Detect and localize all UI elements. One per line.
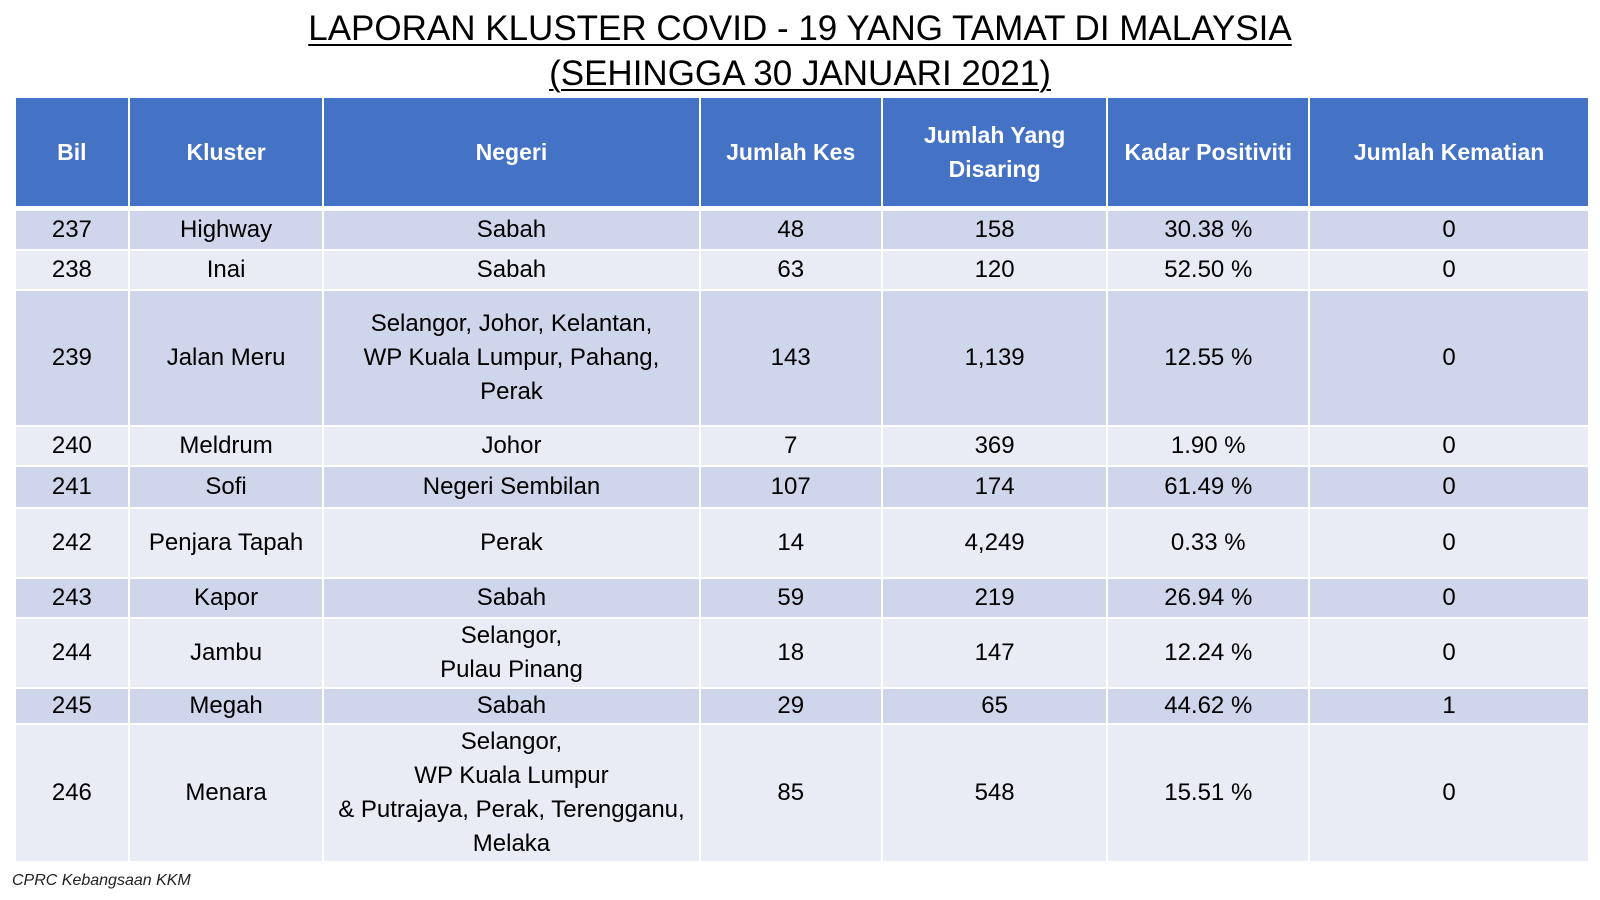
table-row — [15, 290, 1589, 426]
negeri-line: Negeri Sembilan — [422, 473, 601, 500]
cell-bil: 240 — [15, 426, 129, 466]
cell-bil: 237 — [15, 209, 129, 251]
negeri-line: & Putrajaya, Perak, Terengganu, — [338, 796, 685, 823]
cell-jumlah-disaring: 158 — [882, 209, 1107, 251]
cell-jumlah-kes: 59 — [700, 578, 882, 618]
cell-negeri — [323, 688, 699, 724]
cell-kadar-positiviti: 12.55 % — [1107, 290, 1309, 426]
cell-negeri — [323, 466, 699, 508]
negeri-line: Sabah — [476, 216, 547, 243]
header-bil: Bil — [15, 97, 129, 209]
cell-bil: 245 — [15, 688, 129, 724]
cell-bil: 244 — [15, 618, 129, 688]
report-title — [0, 6, 1600, 96]
table-row — [15, 466, 1589, 508]
cell-jumlah-disaring: 147 — [882, 618, 1107, 688]
cluster-table — [14, 96, 1590, 863]
cell-negeri — [323, 426, 699, 466]
source-credit: CPRC Kebangsaan KKM — [12, 872, 191, 889]
negeri-line: WP Kuala Lumpur — [414, 762, 609, 789]
cell-kadar-positiviti: 61.49 % — [1107, 466, 1309, 508]
cell-bil: 239 — [15, 290, 129, 426]
negeri-line: Selangor, — [460, 728, 563, 755]
cell-kadar-positiviti: 0.33 % — [1107, 508, 1309, 578]
cell-jumlah-kes: 18 — [700, 618, 882, 688]
header-jumlah-disaring: Jumlah Yang Disaring — [882, 97, 1107, 209]
cell-jumlah-kematian: 1 — [1309, 688, 1589, 724]
cell-kadar-positiviti: 30.38 % — [1107, 209, 1309, 251]
negeri-line: Sabah — [476, 256, 547, 283]
cell-negeri — [323, 578, 699, 618]
cell-bil: 238 — [15, 250, 129, 290]
cell-negeri — [323, 618, 699, 688]
header-kadar-positiviti: Kadar Positiviti — [1107, 97, 1309, 209]
cell-bil: 243 — [15, 578, 129, 618]
negeri-line: Pulau Pinang — [440, 656, 583, 683]
cell-jumlah-kematian: 0 — [1309, 426, 1589, 466]
table-row — [15, 508, 1589, 578]
table-row — [15, 426, 1589, 466]
cell-bil: 246 — [15, 724, 129, 862]
cell-jumlah-disaring: 548 — [882, 724, 1107, 862]
cell-kluster: Kapor — [129, 578, 324, 618]
cell-jumlah-kes: 85 — [700, 724, 882, 862]
cell-jumlah-kes: 107 — [700, 466, 882, 508]
cell-negeri — [323, 724, 699, 862]
table-row — [15, 618, 1589, 688]
cell-kluster: Megah — [129, 688, 324, 724]
cell-jumlah-kes: 48 — [700, 209, 882, 251]
report-title-line-1: LAPORAN KLUSTER COVID - 19 YANG TAMAT DI MALAYSIA — [308, 9, 1292, 48]
cell-jumlah-kematian: 0 — [1309, 578, 1589, 618]
header-kluster: Kluster — [129, 97, 324, 209]
negeri-line: Selangor, Johor, Kelantan, — [370, 310, 653, 337]
cell-jumlah-disaring: 120 — [882, 250, 1107, 290]
cell-bil: 241 — [15, 466, 129, 508]
cell-bil: 242 — [15, 508, 129, 578]
report-title-line-2: (SEHINGGA 30 JANUARI 2021) — [549, 54, 1051, 93]
table-row — [15, 209, 1589, 251]
cell-negeri — [323, 508, 699, 578]
cell-jumlah-disaring: 219 — [882, 578, 1107, 618]
cell-kadar-positiviti: 52.50 % — [1107, 250, 1309, 290]
cell-kadar-positiviti: 44.62 % — [1107, 688, 1309, 724]
cell-kluster: Penjara Tapah — [129, 508, 324, 578]
cell-kadar-positiviti: 1.90 % — [1107, 426, 1309, 466]
cell-jumlah-kes: 7 — [700, 426, 882, 466]
table-row — [15, 724, 1589, 862]
header-negeri: Negeri — [323, 97, 699, 209]
table-row — [15, 578, 1589, 618]
negeri-line: Melaka — [472, 830, 551, 857]
table-row — [15, 688, 1589, 724]
negeri-line: Sabah — [476, 692, 547, 719]
table-header-row — [15, 97, 1589, 209]
cell-negeri — [323, 209, 699, 251]
cell-jumlah-disaring: 4,249 — [882, 508, 1107, 578]
cell-jumlah-kematian: 0 — [1309, 618, 1589, 688]
cell-kluster: Sofi — [129, 466, 324, 508]
cell-jumlah-kematian: 0 — [1309, 508, 1589, 578]
cell-negeri — [323, 250, 699, 290]
cell-jumlah-kes: 14 — [700, 508, 882, 578]
header-jumlah-kematian: Jumlah Kematian — [1309, 97, 1589, 209]
cell-kluster: Highway — [129, 209, 324, 251]
cell-negeri — [323, 290, 699, 426]
negeri-line: WP Kuala Lumpur, Pahang, — [363, 344, 660, 371]
cell-kadar-positiviti: 12.24 % — [1107, 618, 1309, 688]
cell-kluster: Jalan Meru — [129, 290, 324, 426]
cell-jumlah-kes: 63 — [700, 250, 882, 290]
negeri-line: Perak — [480, 529, 543, 556]
cell-jumlah-disaring: 369 — [882, 426, 1107, 466]
negeri-line: Selangor, — [460, 622, 563, 649]
negeri-line: Johor — [481, 432, 542, 459]
header-jumlah-kes: Jumlah Kes — [700, 97, 882, 209]
negeri-line: Sabah — [476, 584, 547, 611]
cell-kluster: Meldrum — [129, 426, 324, 466]
cell-kluster: Menara — [129, 724, 324, 862]
cell-kluster: Inai — [129, 250, 324, 290]
negeri-line: Perak — [480, 378, 543, 405]
cell-jumlah-kematian: 0 — [1309, 250, 1589, 290]
cell-jumlah-kematian: 0 — [1309, 290, 1589, 426]
cell-kadar-positiviti: 26.94 % — [1107, 578, 1309, 618]
cell-jumlah-disaring: 1,139 — [882, 290, 1107, 426]
cell-jumlah-kematian: 0 — [1309, 724, 1589, 862]
cell-jumlah-disaring: 174 — [882, 466, 1107, 508]
cell-kadar-positiviti: 15.51 % — [1107, 724, 1309, 862]
cell-jumlah-kematian: 0 — [1309, 466, 1589, 508]
cell-jumlah-kematian: 0 — [1309, 209, 1589, 251]
cell-jumlah-kes: 29 — [700, 688, 882, 724]
cell-jumlah-kes: 143 — [700, 290, 882, 426]
table-row — [15, 250, 1589, 290]
cell-jumlah-disaring: 65 — [882, 688, 1107, 724]
cell-kluster: Jambu — [129, 618, 324, 688]
